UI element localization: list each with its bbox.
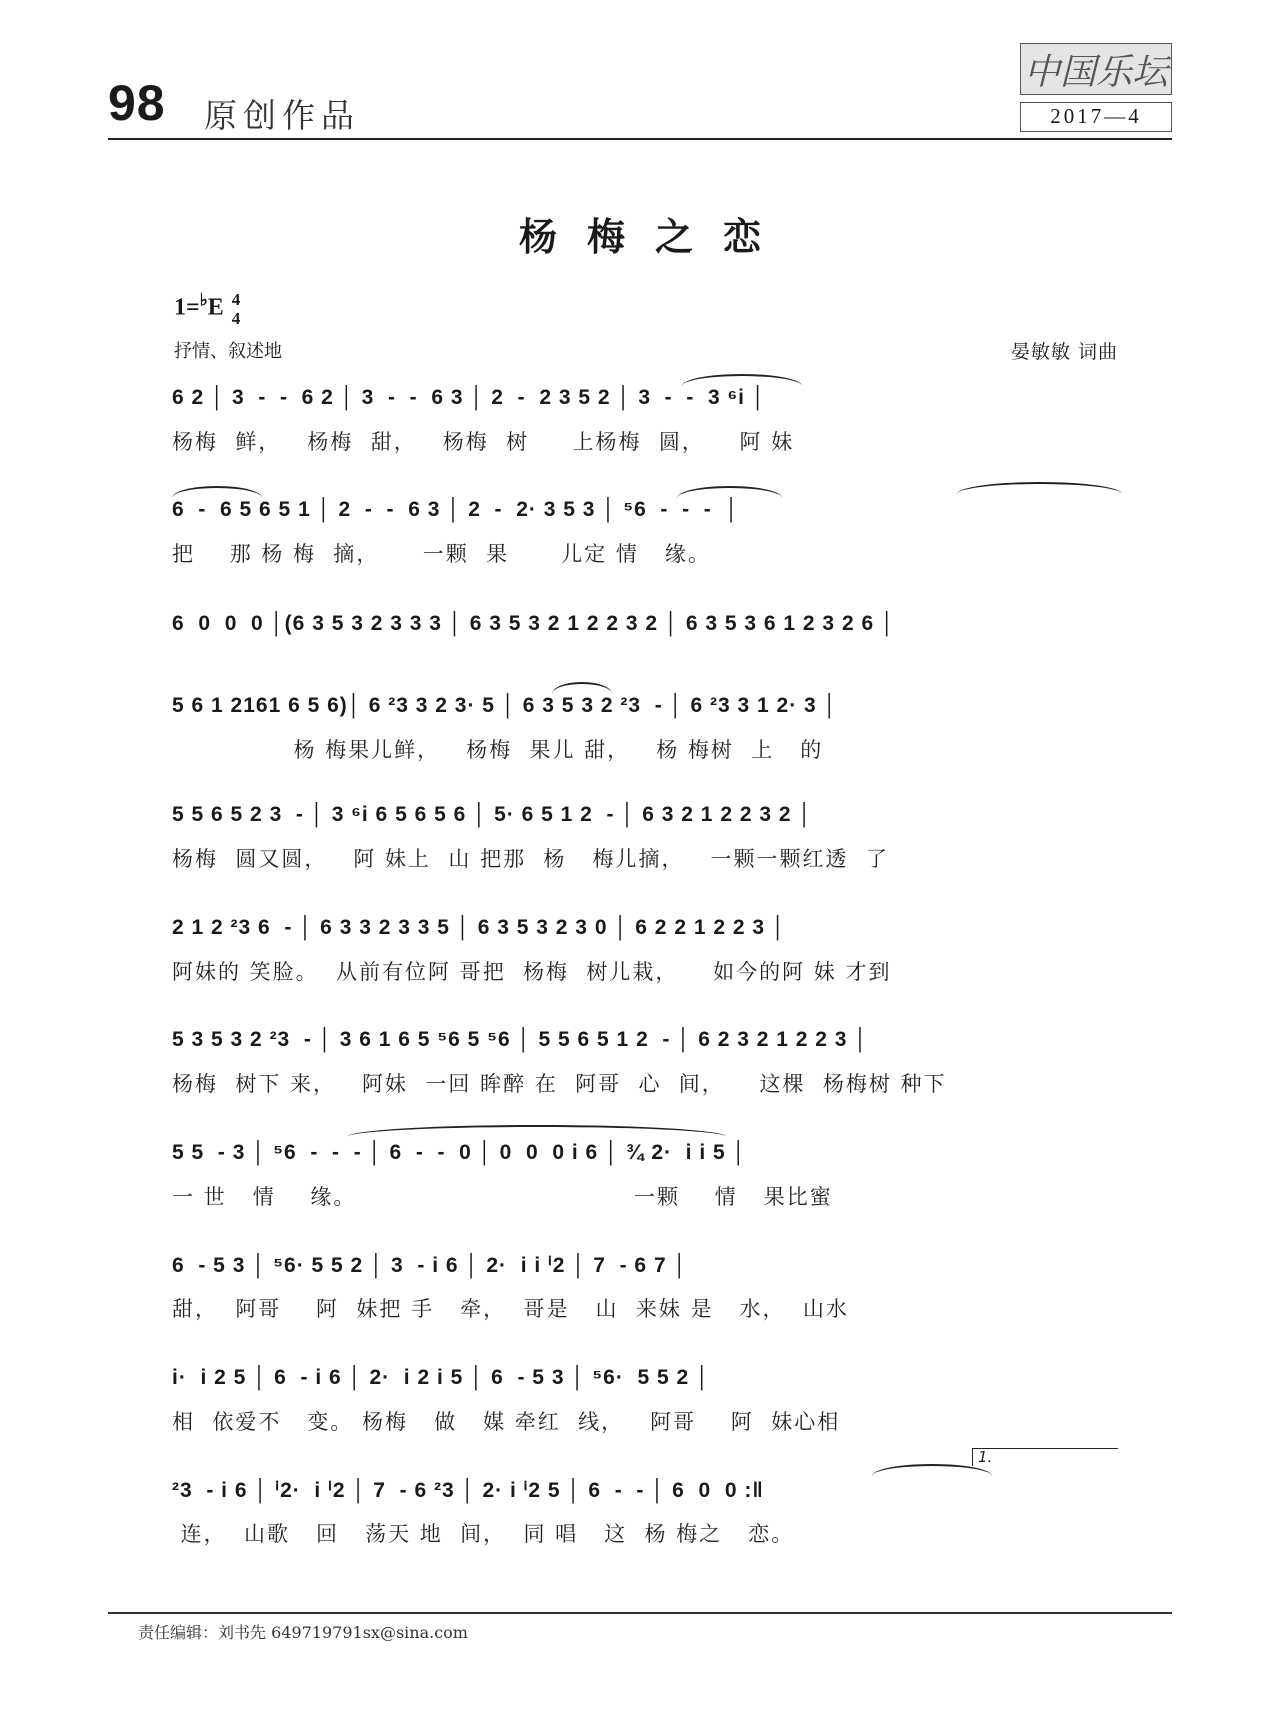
notation-line: 6 - 5 3 │ ⁵6· 5 5 2 │ 3 - i 6 │ 2· i i ⁱ2 │ 7 - 6 7 │ (172, 1253, 688, 1277)
volta-bracket (972, 1448, 1118, 1466)
lyric-line: 阿妹的 笑脸。 从前有位阿 哥把 杨梅 树儿栽， 如今的阿 妹 才到 (172, 960, 892, 984)
section-title: 原创作品 (204, 96, 360, 135)
notation-line: 5 5 - 3 │ ⁵6 - - - │ 6 - - 0 │ 0 0 0 i 6 │ ¾ 2· i i 5 │ (172, 1141, 747, 1164)
notation-line: 6 2 │ 3 - - 6 2 │ 3 - - 6 3 │ 2 - 2 3 5 2 │ 3 - - 3 ⁶i │ (172, 386, 766, 409)
score-system-8 (172, 1133, 1120, 1233)
score-system-4 (172, 686, 1120, 786)
key-prefix: 1= (174, 294, 200, 321)
issue-label: 2017—4 (1020, 102, 1172, 132)
score-system-11 (172, 1448, 1120, 1570)
composer-credit: 晏敏敏 词曲 (1010, 341, 1118, 363)
slur-mark (677, 486, 782, 498)
score-system-5 (172, 795, 1120, 895)
lyric-line: 把 那 杨 梅 摘， 一颗 果 儿定 情 缘。 (172, 542, 711, 566)
slur-mark (682, 374, 802, 386)
notation-line: 2 1 2 ²3 6 - │ 6 3 3 2 3 3 5 │ 6 3 5 3 2 3 0 │ 6 2 2 1 2 2 3 │ (172, 916, 787, 939)
page-number: 98 (108, 75, 166, 131)
score-system-7 (172, 1020, 1120, 1120)
time-bottom: 4 (231, 309, 241, 328)
time-top: 4 (231, 290, 241, 309)
time-signature (232, 290, 241, 328)
notation-line: 5 6 1 2161 6 5 6)│ 6 ²3 3 2 3· 5 │ 6 3 5 3 2 ²3 - │ 6 ²3 3 1 2· 3 │ (172, 694, 838, 717)
notation-line: 5 3 5 3 2 ²3 - │ 3 6 1 6 5 ⁵6 5 ⁵6 │ 5 5 6 5 1 2 - │ 6 2 3 2 1 2 2 3 │ (172, 1028, 869, 1051)
notation-line: 6 - 6 5 6 5 1 │ 2 - - 6 3 │ 2 - 2· 3 5 3 │ ⁵6 - - - │ (172, 498, 740, 521)
song-title: 杨梅之恋 (518, 215, 791, 259)
slur-mark (957, 482, 1122, 494)
lyric-line: 连， 山歌 回 荡天 地 间， 同 唱 这 杨 梅之 恋。 (172, 1522, 795, 1546)
score-system-6 (172, 908, 1120, 1008)
notation-line: ²3 - i 6 │ ⁱ2· i ⁱ2 │ 7 - 6 ²3 │ 2· i ⁱ2 5 │ 6 - - │ 6 0 0 :‖ (172, 1478, 764, 1502)
key-signature (174, 290, 240, 328)
slur-mark (347, 1125, 727, 1137)
slur-mark (172, 486, 262, 498)
magazine-logo: 中国乐坛 (1020, 43, 1172, 95)
footer-divider (108, 1612, 1172, 1614)
notation-line: i· i 2 5 │ 6 - i 6 │ 2· i 2 i 5 │ 6 - 5 3 │ ⁵6· 5 5 2 │ (172, 1366, 711, 1389)
lyric-line: 杨梅 鲜， 杨梅 甜， 杨梅 树 上杨梅 圆， 阿 妹 (172, 430, 795, 454)
score-system-2 (172, 490, 1120, 590)
key-note: E (207, 294, 224, 321)
lyric-line: 甜， 阿哥 阿 妹把 手 牵， 哥是 山 来妹 是 水， 山水 (172, 1297, 849, 1321)
score-system-1 (172, 378, 1120, 478)
flat-sign: ♭ (199, 290, 208, 310)
score-system-9 (172, 1245, 1120, 1345)
lyric-line: 杨梅 圆又圆， 阿 妹上 山 把那 杨 梅儿摘， 一颗一颗红透 了 (172, 847, 889, 871)
lyric-line: 相 依爱不 变。 杨梅 做 媒 牵红 线， 阿哥 阿 妹心相 (172, 1410, 841, 1434)
tempo-marking: 抒情、叙述地 (174, 341, 282, 362)
editor-credit: 责任编辑：刘书先 649719791sx@sina.com (138, 1623, 468, 1642)
notation-line: 5 5 6 5 2 3 - │ 3 ⁶i 6 5 6 5 6 │ 5· 6 5 1 2 - │ 6 3 2 1 2 2 3 2 │ (172, 803, 813, 826)
score-system-10 (172, 1358, 1120, 1458)
lyric-line: 杨 梅果儿鲜， 杨梅 果儿 甜， 杨 梅树 上 的 (172, 738, 824, 762)
lyric-line: 杨梅 树下 来， 阿妹 一回 眸醉 在 阿哥 心 间， 这棵 杨梅树 种下 (172, 1072, 947, 1096)
notation-line: 6 0 0 0 │(6 3 5 3 2 3 3 3 │ 6 3 5 3 2 1 2 2 3 2 │ 6 3 5 3 6 1 2 3 2 6 │ (172, 612, 896, 635)
volta-label: 1. (978, 1448, 993, 1466)
lyric-line: 一 世 情 缘。 一颗 情 果比蜜 (172, 1185, 833, 1209)
header-divider (108, 138, 1172, 140)
